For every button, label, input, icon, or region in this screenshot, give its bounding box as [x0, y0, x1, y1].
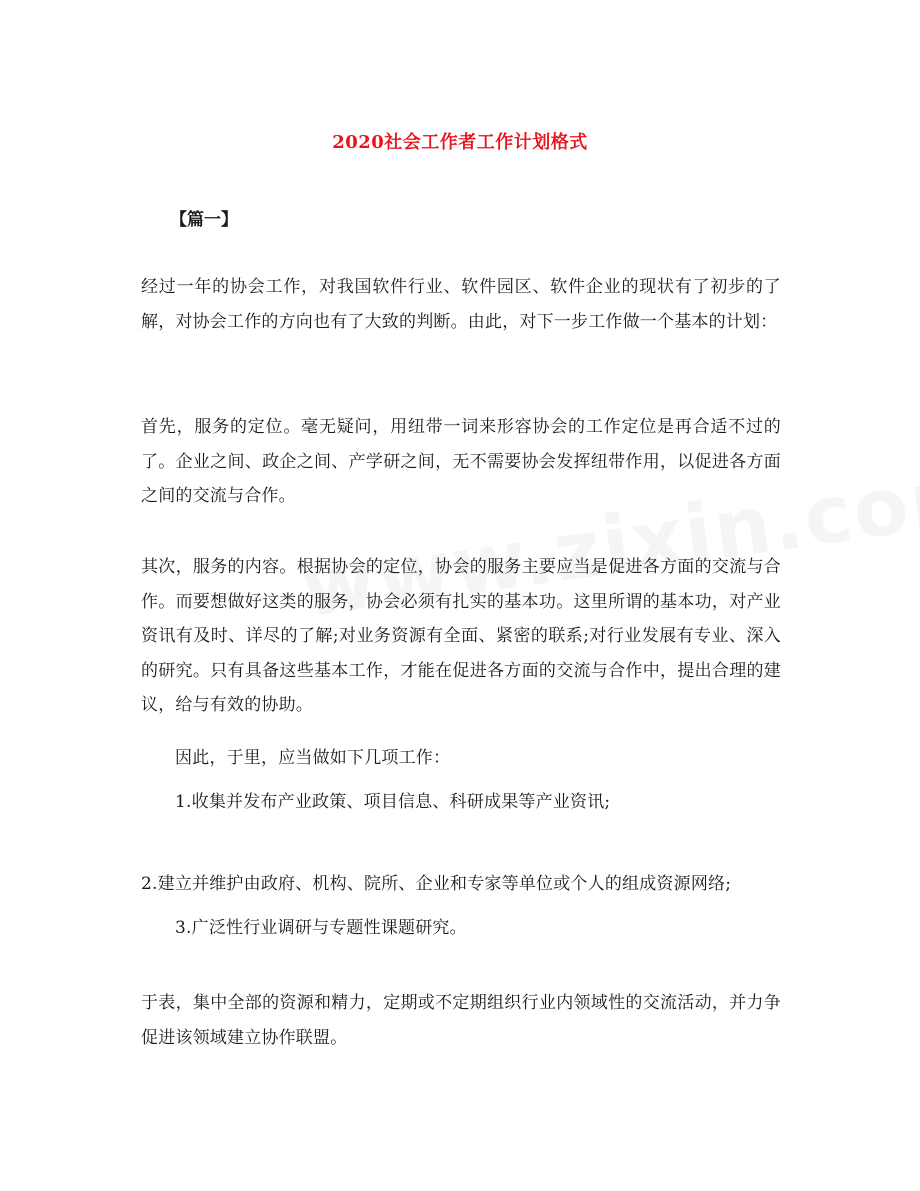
- paragraph-positioning: 首先，服务的定位。毫无疑问，用纽带一词来形容协会的工作定位是再合适不过的了。企业之间、政企之间、产学研之间，无不需要协会发挥纽带作用，以促进各方面之间的交流与合作。: [141, 417, 781, 506]
- paragraph-intro: 经过一年的协会工作，对我国软件行业、软件园区、软件企业的现状有了初步的了解，对协会工作的方向也有了大致的判断。由此，对下一步工作做一个基本的计划：: [141, 277, 781, 332]
- list-item-3: 3.广泛性行业调研与专题性课题研究。: [175, 918, 467, 938]
- paragraph-tasks-intro: 因此，于里，应当做如下几项工作：: [175, 748, 451, 768]
- list-item-1: 1.收集并发布产业政策、项目信息、科研成果等产业资讯;: [175, 792, 611, 812]
- list-item-2: 2.建立并维护由政府、机构、院所、企业和专家等单位或个人的组成资源网络;: [141, 874, 732, 894]
- document-title: 2020社会工作者工作计划格式: [332, 132, 588, 153]
- paragraph-activities: 于表，集中全部的资源和精力，定期或不定期组织行业内领域性的交流活动，并力争促进该领域建立协作联盟。: [141, 993, 781, 1048]
- paragraph-content: 其次，服务的内容。根据协会的定位，协会的服务主要应当是促进各方面的交流与合作。而要想做好这类的服务，协会必须有扎实的基本功。这里所谓的基本功，对产业资讯有及时、详尽的了解;对业务资源有全面、紧密的联系;对行业发展有专业、深入的研究。只有具备这些基本工作，才能在促进各方面的交流与合作中，提出合理的建议，给与有效的协助。: [141, 557, 781, 715]
- section-heading: 【篇一】: [170, 210, 238, 230]
